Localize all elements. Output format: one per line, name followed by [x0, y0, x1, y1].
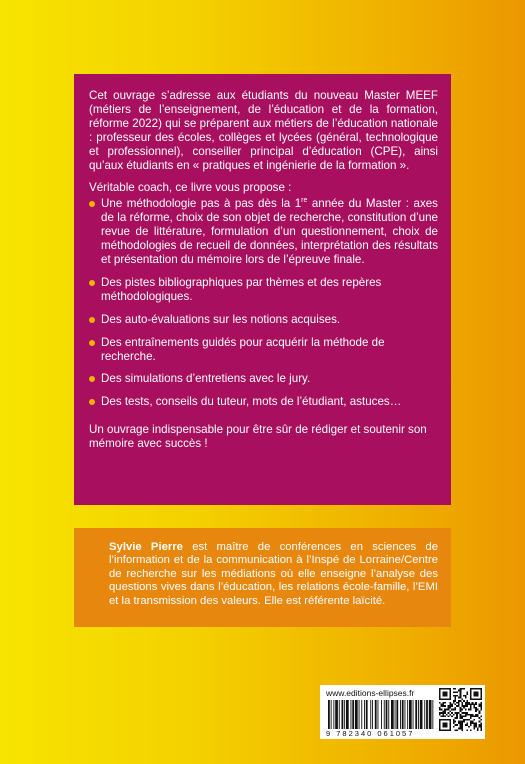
isbn-digits: 9 782340 061057 [326, 729, 415, 738]
list-item-text: Des entraînements guidés pour acquérir la méthode de recherche. [101, 335, 385, 363]
author-name: Sylvie Pierre [109, 541, 183, 553]
barcode-icon [326, 700, 436, 729]
publisher-website[interactable]: www.editions-ellipses.fr [326, 688, 415, 698]
list-item [89, 336, 438, 364]
bullet-dot [89, 201, 95, 207]
feature-list [89, 197, 438, 409]
intro-paragraph: Cet ouvrage s’adresse aux étudiants du nouveau Master MEEF (métiers de l’enseignement, de l’éducation et de la formation, réforme 2022) qui se préparent aux métiers de l’éducation nationale : professeur des écoles, collèges et lycées (général, technologique et professionnel), conseiller principal d’éducation (CPE), ainsi qu’aux étudiants en « pratiques et ingénierie de la formation ». [89, 89, 438, 172]
list-item-text-end: année du Master : axes de la réforme, choix de son objet de recherche, constitution d’une revue de littérature, formulation d’un questionnement, choix de méthodologies de recueil de données, interprétation des résultats et présentation du mémoire lors de l’épreuve finale. [101, 197, 438, 266]
author-bio-text: est maître de conférences en sciences de l’information et de la communication à l’Inspé de Lorraine/Centre de recherche sur les médiations où elle enseigne l’analyse des questions vives dans l’éducation, les relations école-famille, l’EMI et la transmission des valeurs. Elle est référente laïcité. [109, 541, 438, 607]
list-item-text: Des auto-évaluations sur les notions acquises. [101, 312, 341, 326]
bullet-dot [89, 399, 95, 405]
list-item-text: Des simulations d’entretiens avec le jury. [101, 372, 311, 386]
bullet-dot [89, 376, 95, 382]
description-panel [74, 74, 451, 505]
list-item [89, 313, 438, 327]
bullet-dot [89, 317, 95, 323]
list-item-text: Des pistes bibliographiques par thèmes et des repères méthodologiques. [101, 275, 382, 303]
closing-paragraph: Un ouvrage indispensable pour être sûr de rédiger et soutenir son mémoire avec succès ! [89, 423, 427, 451]
author-bio-panel [74, 528, 451, 627]
qr-code-icon [439, 688, 482, 731]
bullet-dot [89, 280, 95, 286]
lead-line: Véritable coach, ce livre vous propose : [89, 181, 292, 195]
ordinal-superscript: re [301, 197, 308, 205]
list-item-text-start: Une méthodologie pas à pas dès la 1 [101, 197, 302, 211]
bullet-dot [89, 340, 95, 346]
barcode-panel [320, 685, 485, 739]
list-item [89, 276, 438, 304]
list-item-text: Des tests, conseils du tuteur, mots de l’étudiant, astuces… [101, 395, 402, 409]
list-item [89, 372, 438, 386]
list-item [89, 395, 438, 409]
list-item [89, 197, 438, 267]
